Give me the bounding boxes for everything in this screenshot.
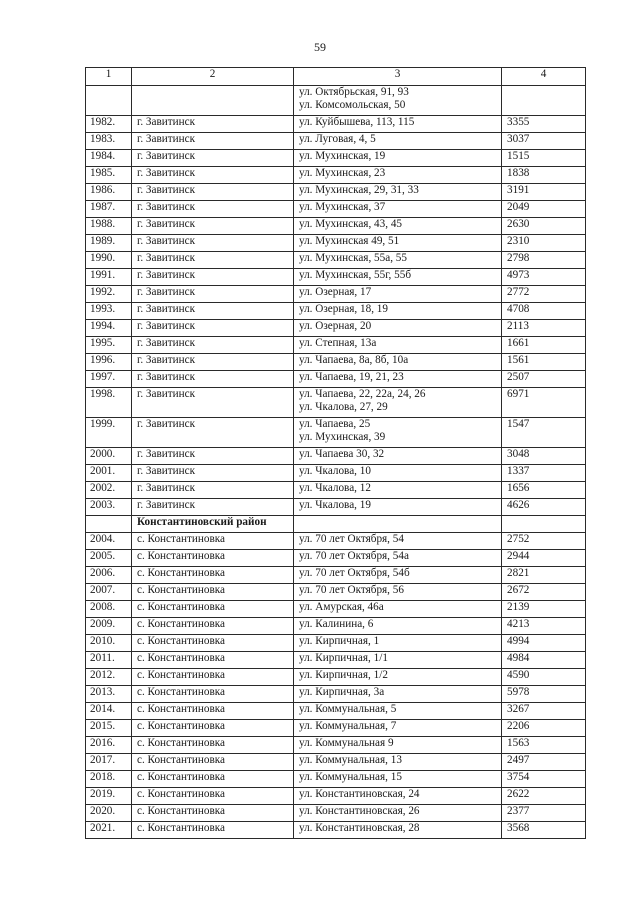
table-row	[86, 201, 586, 218]
settlement: с. Константиновка	[132, 788, 294, 805]
row-number: 2004.	[86, 533, 132, 550]
value-cell: 4973	[502, 269, 586, 286]
table-row	[86, 167, 586, 184]
address-cell	[294, 754, 502, 771]
address-line: ул. Чкалова, 10	[299, 465, 371, 477]
table-row	[86, 771, 586, 788]
address-cell	[294, 167, 502, 184]
row-number: 1985.	[86, 167, 132, 184]
value-cell: 2622	[502, 788, 586, 805]
row-number: 2014.	[86, 703, 132, 720]
address-cell	[294, 805, 502, 822]
column-header: 4	[502, 68, 586, 86]
row-number: 2016.	[86, 737, 132, 754]
settlement: с. Константиновка	[132, 703, 294, 720]
address-line: ул. Калинина, 6	[299, 618, 374, 630]
row-number: 2020.	[86, 805, 132, 822]
address-cell	[294, 337, 502, 354]
settlement: с. Константиновка	[132, 618, 294, 635]
value-cell: 2507	[502, 371, 586, 388]
settlement: г. Завитинск	[132, 303, 294, 320]
value-cell: 3754	[502, 771, 586, 788]
address-cell	[294, 482, 502, 499]
address-line: ул. 70 лет Октября, 54	[299, 533, 404, 545]
table-row	[86, 805, 586, 822]
address-line: ул. Мухинская, 43, 45	[299, 218, 403, 230]
row-number: 1984.	[86, 150, 132, 167]
settlement: г. Завитинск	[132, 388, 294, 418]
settlement: г. Завитинск	[132, 448, 294, 465]
table-row	[86, 150, 586, 167]
value-cell: 1547	[502, 418, 586, 448]
table-row	[86, 235, 586, 252]
value-cell: 4708	[502, 303, 586, 320]
address-cell	[294, 635, 502, 652]
table-row	[86, 337, 586, 354]
row-number: 1987.	[86, 201, 132, 218]
address-line: ул. Чкалова, 27, 29	[299, 401, 388, 414]
table-row	[86, 822, 586, 839]
address-line: ул. Октябрьская, 91, 93	[299, 86, 409, 98]
settlement: с. Константиновка	[132, 737, 294, 754]
address-cell	[294, 686, 502, 703]
address-cell	[294, 703, 502, 720]
value-cell: 2630	[502, 218, 586, 235]
row-number: 1990.	[86, 252, 132, 269]
settlement: с. Константиновка	[132, 771, 294, 788]
address-cell	[294, 448, 502, 465]
value-cell: 3191	[502, 184, 586, 201]
address-cell	[294, 720, 502, 737]
row-number: 2021.	[86, 822, 132, 839]
value-cell: 2139	[502, 601, 586, 618]
value-cell: 2113	[502, 320, 586, 337]
settlement: г. Завитинск	[132, 133, 294, 150]
address-cell	[294, 737, 502, 754]
table-row	[86, 218, 586, 235]
row-number: 2018.	[86, 771, 132, 788]
address-cell	[294, 618, 502, 635]
table-row	[86, 482, 586, 499]
settlement: г. Завитинск	[132, 320, 294, 337]
table-row	[86, 737, 586, 754]
settlement: г. Завитинск	[132, 235, 294, 252]
row-number: 2010.	[86, 635, 132, 652]
column-header: 1	[86, 68, 132, 86]
row-number: 2011.	[86, 652, 132, 669]
address-line: ул. Озерная, 20	[299, 320, 372, 332]
table-row	[86, 184, 586, 201]
address-cell	[294, 550, 502, 567]
address-line: ул. Константиновская, 28	[299, 822, 420, 834]
settlement: г. Завитинск	[132, 465, 294, 482]
address-cell	[294, 371, 502, 388]
address-cell	[294, 235, 502, 252]
value-cell: 1337	[502, 465, 586, 482]
row-number: 1982.	[86, 116, 132, 133]
settlement: г. Завитинск	[132, 371, 294, 388]
settlement: с. Константиновка	[132, 822, 294, 839]
settlement: г. Завитинск	[132, 150, 294, 167]
row-number: 2001.	[86, 465, 132, 482]
address-line: ул. Мухинская, 29, 31, 33	[299, 184, 419, 196]
settlement: с. Константиновка	[132, 635, 294, 652]
value-cell: 2944	[502, 550, 586, 567]
address-cell	[294, 201, 502, 218]
row-number: 2005.	[86, 550, 132, 567]
settlement: с. Константиновка	[132, 754, 294, 771]
address-cell	[294, 303, 502, 320]
address-cell	[294, 533, 502, 550]
settlement: г. Завитинск	[132, 167, 294, 184]
address-cell	[294, 418, 502, 448]
table-row	[86, 754, 586, 771]
value-cell	[502, 86, 586, 116]
value-cell: 2672	[502, 584, 586, 601]
address-line: ул. Чкалова, 19	[299, 499, 371, 511]
address-line: ул. Мухинская, 39	[299, 431, 386, 444]
row-number: 1989.	[86, 235, 132, 252]
row-number: 2013.	[86, 686, 132, 703]
value-cell: 3568	[502, 822, 586, 839]
address-line: ул. Коммунальная, 5	[299, 703, 397, 715]
row-number: 1996.	[86, 354, 132, 371]
address-cell	[294, 116, 502, 133]
address-line: ул. Кирпичная, 1/1	[299, 652, 388, 664]
row-number: 2017.	[86, 754, 132, 771]
value-cell: 2377	[502, 805, 586, 822]
row-number: 1988.	[86, 218, 132, 235]
address-line: ул. Мухинская, 19	[299, 150, 386, 162]
value-cell: 2821	[502, 567, 586, 584]
settlement: с. Константиновка	[132, 584, 294, 601]
settlement: с. Константиновка	[132, 669, 294, 686]
column-header: 3	[294, 68, 502, 86]
row-number	[86, 86, 132, 116]
address-cell	[294, 652, 502, 669]
address-cell	[294, 601, 502, 618]
address-cell	[294, 822, 502, 839]
address-line: ул. Мухинская, 55г, 55б	[299, 269, 412, 281]
settlement: г. Завитинск	[132, 201, 294, 218]
value-cell: 1561	[502, 354, 586, 371]
row-number: 1998.	[86, 388, 132, 418]
value-cell: 4590	[502, 669, 586, 686]
address-cell	[294, 354, 502, 371]
row-number: 1999.	[86, 418, 132, 448]
address-line: ул. Чапаева 30, 32	[299, 448, 385, 460]
address-line: ул. Коммунальная, 7	[299, 720, 397, 732]
row-number: 1994.	[86, 320, 132, 337]
row-number: 1993.	[86, 303, 132, 320]
district-heading-row	[86, 516, 586, 533]
row-number: 2012.	[86, 669, 132, 686]
value-cell: 2752	[502, 533, 586, 550]
value-cell: 2772	[502, 286, 586, 303]
address-line: ул. Чапаева, 8а, 8б, 10а	[299, 354, 409, 366]
table-row	[86, 669, 586, 686]
row-number: 2015.	[86, 720, 132, 737]
value-cell: 2310	[502, 235, 586, 252]
settlement: с. Константиновка	[132, 567, 294, 584]
address-line: ул. 70 лет Октября, 54б	[299, 567, 410, 579]
address-cell	[294, 286, 502, 303]
address-cell	[294, 567, 502, 584]
settlement: с. Константиновка	[132, 601, 294, 618]
address-line: ул. Мухинская, 55а, 55	[299, 252, 407, 264]
table-row	[86, 388, 586, 418]
page-number: 59	[314, 40, 326, 54]
settlement: г. Завитинск	[132, 286, 294, 303]
table-row	[86, 635, 586, 652]
address-line: ул. Комсомольская, 50	[299, 99, 406, 112]
value-cell	[502, 516, 586, 533]
address-cell	[294, 669, 502, 686]
settlement: г. Завитинск	[132, 252, 294, 269]
address-line: ул. Кирпичная, 3а	[299, 686, 385, 698]
row-number: 1986.	[86, 184, 132, 201]
table-row	[86, 371, 586, 388]
settlement: г. Завитинск	[132, 337, 294, 354]
row-number: 1991.	[86, 269, 132, 286]
address-cell	[294, 788, 502, 805]
address-line: ул. Мухинская, 23	[299, 167, 386, 179]
table-row	[86, 116, 586, 133]
address-line: ул. Куйбышева, 113, 115	[299, 116, 415, 128]
address-line: ул. Чкалова, 12	[299, 482, 371, 494]
value-cell: 2497	[502, 754, 586, 771]
district-name: Константиновский район	[132, 516, 294, 533]
column-header: 2	[132, 68, 294, 86]
table-row	[86, 567, 586, 584]
address-cell	[294, 252, 502, 269]
row-number: 2007.	[86, 584, 132, 601]
value-cell: 5978	[502, 686, 586, 703]
address-cell	[294, 133, 502, 150]
address-line: ул. Константиновская, 24	[299, 788, 420, 800]
settlement: г. Завитинск	[132, 218, 294, 235]
address-cell	[294, 584, 502, 601]
table-row	[86, 86, 586, 116]
table-row	[86, 354, 586, 371]
value-cell: 1515	[502, 150, 586, 167]
value-cell: 2798	[502, 252, 586, 269]
table-row	[86, 703, 586, 720]
address-cell	[294, 86, 502, 116]
settlement: с. Константиновка	[132, 550, 294, 567]
address-cell	[294, 465, 502, 482]
table-row	[86, 720, 586, 737]
row-number: 2009.	[86, 618, 132, 635]
table-row	[86, 499, 586, 516]
table-row	[86, 133, 586, 150]
value-cell: 3267	[502, 703, 586, 720]
address-cell	[294, 218, 502, 235]
address-line: ул. Коммунальная 9	[299, 737, 394, 749]
value-cell: 4984	[502, 652, 586, 669]
row-number	[86, 516, 132, 533]
value-cell: 1656	[502, 482, 586, 499]
settlement: с. Константиновка	[132, 720, 294, 737]
address-line: ул. Амурская, 46а	[299, 601, 384, 613]
table-row	[86, 601, 586, 618]
address-cell	[294, 184, 502, 201]
table-row	[86, 448, 586, 465]
address-line: ул. Мухинская, 37	[299, 201, 386, 213]
settlement: г. Завитинск	[132, 184, 294, 201]
row-number: 2003.	[86, 499, 132, 516]
value-cell: 3355	[502, 116, 586, 133]
value-cell: 1838	[502, 167, 586, 184]
address-cell	[294, 320, 502, 337]
table-row	[86, 686, 586, 703]
settlement: с. Константиновка	[132, 533, 294, 550]
row-number: 1983.	[86, 133, 132, 150]
table-row	[86, 533, 586, 550]
address-line: ул. Константиновская, 26	[299, 805, 420, 817]
value-cell: 1563	[502, 737, 586, 754]
value-cell: 3048	[502, 448, 586, 465]
row-number: 2002.	[86, 482, 132, 499]
address-cell	[294, 516, 502, 533]
settlement: с. Константиновка	[132, 652, 294, 669]
housing-registry-table	[85, 67, 586, 839]
address-line: ул. Кирпичная, 1/2	[299, 669, 388, 681]
address-line: ул. Чапаева, 22, 22а, 24, 26	[299, 388, 426, 400]
settlement: г. Завитинск	[132, 418, 294, 448]
row-number: 2000.	[86, 448, 132, 465]
table-row	[86, 286, 586, 303]
row-number: 1992.	[86, 286, 132, 303]
row-number: 2006.	[86, 567, 132, 584]
settlement: с. Константиновка	[132, 686, 294, 703]
address-cell	[294, 150, 502, 167]
table-row	[86, 320, 586, 337]
settlement: с. Константиновка	[132, 805, 294, 822]
table-row	[86, 652, 586, 669]
table-row	[86, 252, 586, 269]
row-number: 1995.	[86, 337, 132, 354]
address-line: ул. Кирпичная, 1	[299, 635, 380, 647]
settlement: г. Завитинск	[132, 499, 294, 516]
address-line: ул. Мухинская 49, 51	[299, 235, 400, 247]
table-row	[86, 303, 586, 320]
address-line: ул. Чапаева, 25	[299, 418, 371, 430]
table-row	[86, 584, 586, 601]
settlement: г. Завитинск	[132, 354, 294, 371]
value-cell: 1661	[502, 337, 586, 354]
table-row	[86, 269, 586, 286]
table-row	[86, 788, 586, 805]
address-line: ул. Степная, 13а	[299, 337, 377, 349]
address-cell	[294, 771, 502, 788]
settlement: г. Завитинск	[132, 482, 294, 499]
value-cell: 4994	[502, 635, 586, 652]
value-cell: 3037	[502, 133, 586, 150]
table-row	[86, 465, 586, 482]
address-line: ул. Луговая, 4, 5	[299, 133, 376, 145]
address-line: ул. Озерная, 17	[299, 286, 372, 298]
value-cell: 2049	[502, 201, 586, 218]
address-line: ул. 70 лет Октября, 54а	[299, 550, 409, 562]
row-number: 2008.	[86, 601, 132, 618]
value-cell: 4626	[502, 499, 586, 516]
settlement	[132, 86, 294, 116]
row-number: 2019.	[86, 788, 132, 805]
table-row	[86, 418, 586, 448]
value-cell: 6971	[502, 388, 586, 418]
address-cell	[294, 269, 502, 286]
table-row	[86, 618, 586, 635]
value-cell: 2206	[502, 720, 586, 737]
settlement: г. Завитинск	[132, 116, 294, 133]
address-line: ул. Коммунальная, 15	[299, 771, 402, 783]
address-line: ул. Коммунальная, 13	[299, 754, 402, 766]
settlement: г. Завитинск	[132, 269, 294, 286]
address-line: ул. Озерная, 18, 19	[299, 303, 388, 315]
column-header-row	[86, 68, 586, 86]
address-line: ул. Чапаева, 19, 21, 23	[299, 371, 404, 383]
value-cell: 4213	[502, 618, 586, 635]
address-cell	[294, 388, 502, 418]
address-line: ул. 70 лет Октября, 56	[299, 584, 404, 596]
row-number: 1997.	[86, 371, 132, 388]
table-row	[86, 550, 586, 567]
address-cell	[294, 499, 502, 516]
